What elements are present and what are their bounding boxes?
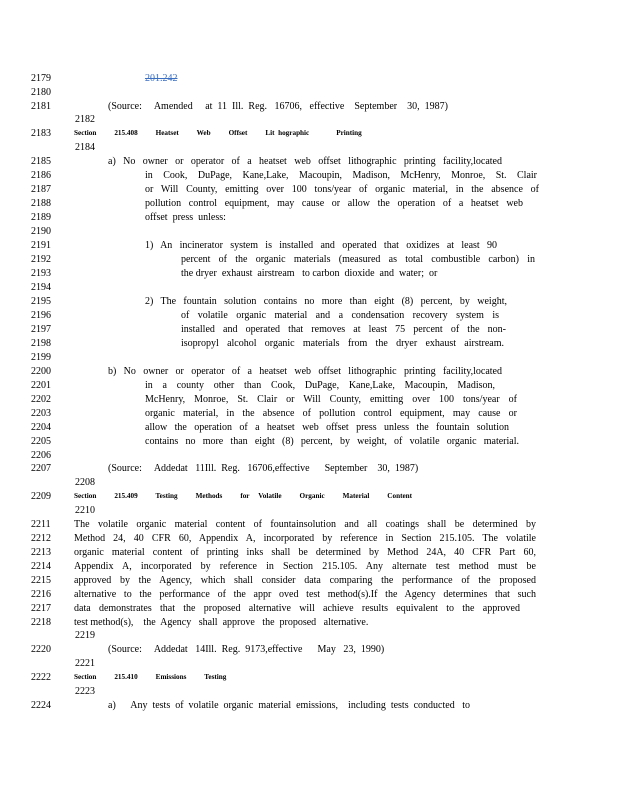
document-line (0, 476, 618, 490)
line-number: 2180 (31, 87, 51, 98)
line-text: contains no more than eight (8) percent, by weight, of volatile organic material. (145, 436, 519, 447)
line-number: 2181 (31, 101, 51, 112)
line-number: 2188 (31, 198, 51, 209)
line-number: 2207 (31, 463, 51, 474)
document-line (0, 393, 618, 407)
document-line (0, 141, 618, 155)
document-line (0, 490, 618, 504)
line-text: (Source: Amended at 11 Ill. Reg. 16706, effective September 30, 1987) (108, 101, 448, 112)
line-text: Appendix A, incorporated by reference in Section 215.105. Any alternate test method must be (74, 561, 536, 572)
document-line (0, 309, 618, 323)
line-text: b) No owner or operator of a heatset web offset lithographic printing facility,located (108, 366, 502, 377)
line-number: 2195 (31, 296, 51, 307)
line-text: percent of the organic materials (measured as total combustible carbon) in (181, 254, 535, 265)
line-text: test method(s), the Agency shall approve the proposed alternative. (74, 617, 369, 628)
line-text: the dryer exhaust airstream to carbon dioxide and water; or (181, 268, 438, 279)
line-text: in Cook, DuPage, Kane,Lake, Macoupin, Madison, McHenry, Monroe, St. Clair (145, 170, 537, 181)
line-text: isopropyl alcohol organic materials from the dryer exhaust airstream. (181, 338, 504, 349)
document-line (0, 113, 618, 127)
line-number: 2221 (75, 658, 95, 669)
line-text: McHenry, Monroe, St. Clair or Will County, emitting over 100 tons/year of (145, 394, 517, 405)
line-number: 2222 (31, 672, 51, 683)
line-number: 2201 (31, 380, 51, 391)
line-number: 2194 (31, 282, 51, 293)
document-line (0, 127, 618, 141)
document-line (0, 616, 618, 630)
line-number: 2193 (31, 268, 51, 279)
line-number: 2213 (31, 547, 51, 558)
line-number: 2191 (31, 240, 51, 251)
document-line (0, 574, 618, 588)
line-text: organic material content of printing inks shall be determined by Method 24A, 40 CFR Part 60, (74, 547, 536, 558)
document-line (0, 504, 618, 518)
document-line (0, 351, 618, 365)
document-line (0, 449, 618, 463)
line-text: 2) The fountain solution contains no more than eight (8) percent, by weight, (145, 296, 507, 307)
document-line (0, 629, 618, 643)
line-number: 2184 (75, 142, 95, 153)
line-number: 2204 (31, 422, 51, 433)
line-number: 2223 (75, 686, 95, 697)
line-number: 2218 (31, 617, 51, 628)
line-text: The volatile organic material content of fountainsolution and all coatings shall be determined by (74, 519, 536, 530)
document-line (0, 546, 618, 560)
line-number: 2208 (75, 477, 95, 488)
line-number: 2200 (31, 366, 51, 377)
document-line (0, 643, 618, 657)
document-line (0, 421, 618, 435)
line-number: 2220 (31, 644, 51, 655)
document-line (0, 267, 618, 281)
line-number: 2224 (31, 700, 51, 711)
line-number: 2190 (31, 226, 51, 237)
line-number: 2217 (31, 603, 51, 614)
line-number: 2212 (31, 533, 51, 544)
document-line (0, 100, 618, 114)
document-line (0, 518, 618, 532)
document-line (0, 462, 618, 476)
line-text: or Will County, emitting over 100 tons/year of organic material, in the absence of (145, 184, 539, 195)
line-number: 2215 (31, 575, 51, 586)
line-text: Method 24, 40 CFR 60, Appendix A, incorporated by reference in Section 215.105. The volatile (74, 533, 536, 544)
line-number: 2179 (31, 73, 51, 84)
document-line (0, 407, 618, 421)
document-line (0, 560, 618, 574)
line-text: (Source: Addedat 11Ill. Reg. 16706,effective September 30, 1987) (108, 463, 419, 474)
line-number: 2185 (31, 156, 51, 167)
line-number: 2183 (31, 128, 51, 139)
line-text: 1) An incinerator system is installed and operated that oxidizes at least 90 (145, 240, 497, 251)
line-text: installed and operated that removes at least 75 percent of the non- (181, 324, 506, 335)
document-line (0, 281, 618, 295)
document-line (0, 602, 618, 616)
document-line (0, 365, 618, 379)
document-line (0, 169, 618, 183)
line-text: alternative to the performance of the appr oved test method(s).If the Agency determines that such (74, 589, 536, 600)
section-heading: Section 215.410 Emissions Testing (74, 673, 227, 681)
document-line (0, 86, 618, 100)
line-text: pollution control equipment, may cause or allow the operation of a heatset web (145, 198, 523, 209)
line-text: allow the operation of a heatset web offset press unless the fountain solution (145, 422, 509, 433)
document-line (0, 72, 618, 86)
document-line (0, 295, 618, 309)
document-line (0, 183, 618, 197)
line-text: offset press unless: (145, 212, 226, 223)
document-line (0, 588, 618, 602)
line-number: 2214 (31, 561, 51, 572)
line-text: approved by the Agency, which shall consider data comparing the performance of the proposed (74, 575, 536, 586)
line-text: a) No owner or operator of a heatset web offset lithographic printing facility,located (108, 156, 502, 167)
line-text: in a county other than Cook, DuPage, Kane,Lake, Macoupin, Madison, (145, 380, 495, 391)
document-line (0, 239, 618, 253)
line-number: 2196 (31, 310, 51, 321)
line-number: 2198 (31, 338, 51, 349)
document-line (0, 225, 618, 239)
document-line (0, 211, 618, 225)
line-number: 2202 (31, 394, 51, 405)
document-line (0, 253, 618, 267)
line-number: 2216 (31, 589, 51, 600)
document-line (0, 155, 618, 169)
section-heading: Section 215.409 Testing Methods for Volatile Organic Material Content (74, 492, 413, 500)
line-number: 2209 (31, 491, 51, 502)
line-number: 2182 (75, 114, 95, 125)
line-text: data demonstrates that the proposed alternative will achieve results equivalent to the approved (74, 603, 520, 614)
document-line (0, 657, 618, 671)
line-number: 2211 (31, 519, 51, 530)
line-number: 2205 (31, 436, 51, 447)
line-number: 2192 (31, 254, 51, 265)
line-number: 2186 (31, 170, 51, 181)
document-line (0, 379, 618, 393)
line-number: 2219 (75, 630, 95, 641)
line-text: organic material, in the absence of pollution control equipment, may cause or (145, 408, 517, 419)
document-line (0, 197, 618, 211)
document-line (0, 323, 618, 337)
section-heading: Section 215.408 Heatset Web Offset Lit hographic Printing (74, 129, 362, 137)
line-number: 2203 (31, 408, 51, 419)
line-text: (Source: Addedat 14Ill. Reg. 9173,effective May 23, 1990) (108, 644, 385, 655)
line-number: 2197 (31, 324, 51, 335)
line-text: of volatile organic material and a condensation recovery system is (181, 310, 499, 321)
document-line (0, 685, 618, 699)
line-number: 2210 (75, 505, 95, 516)
line-number: 2187 (31, 184, 51, 195)
document-line (0, 337, 618, 351)
document-line (0, 699, 618, 713)
line-number: 2199 (31, 352, 51, 363)
struck-text: 201.242 (145, 73, 178, 84)
line-number: 2189 (31, 212, 51, 223)
document-line (0, 671, 618, 685)
line-text: a) Any tests of volatile organic material emissions, including tests conducted to (108, 700, 470, 711)
document-line (0, 435, 618, 449)
document-line (0, 532, 618, 546)
line-number: 2206 (31, 450, 51, 461)
